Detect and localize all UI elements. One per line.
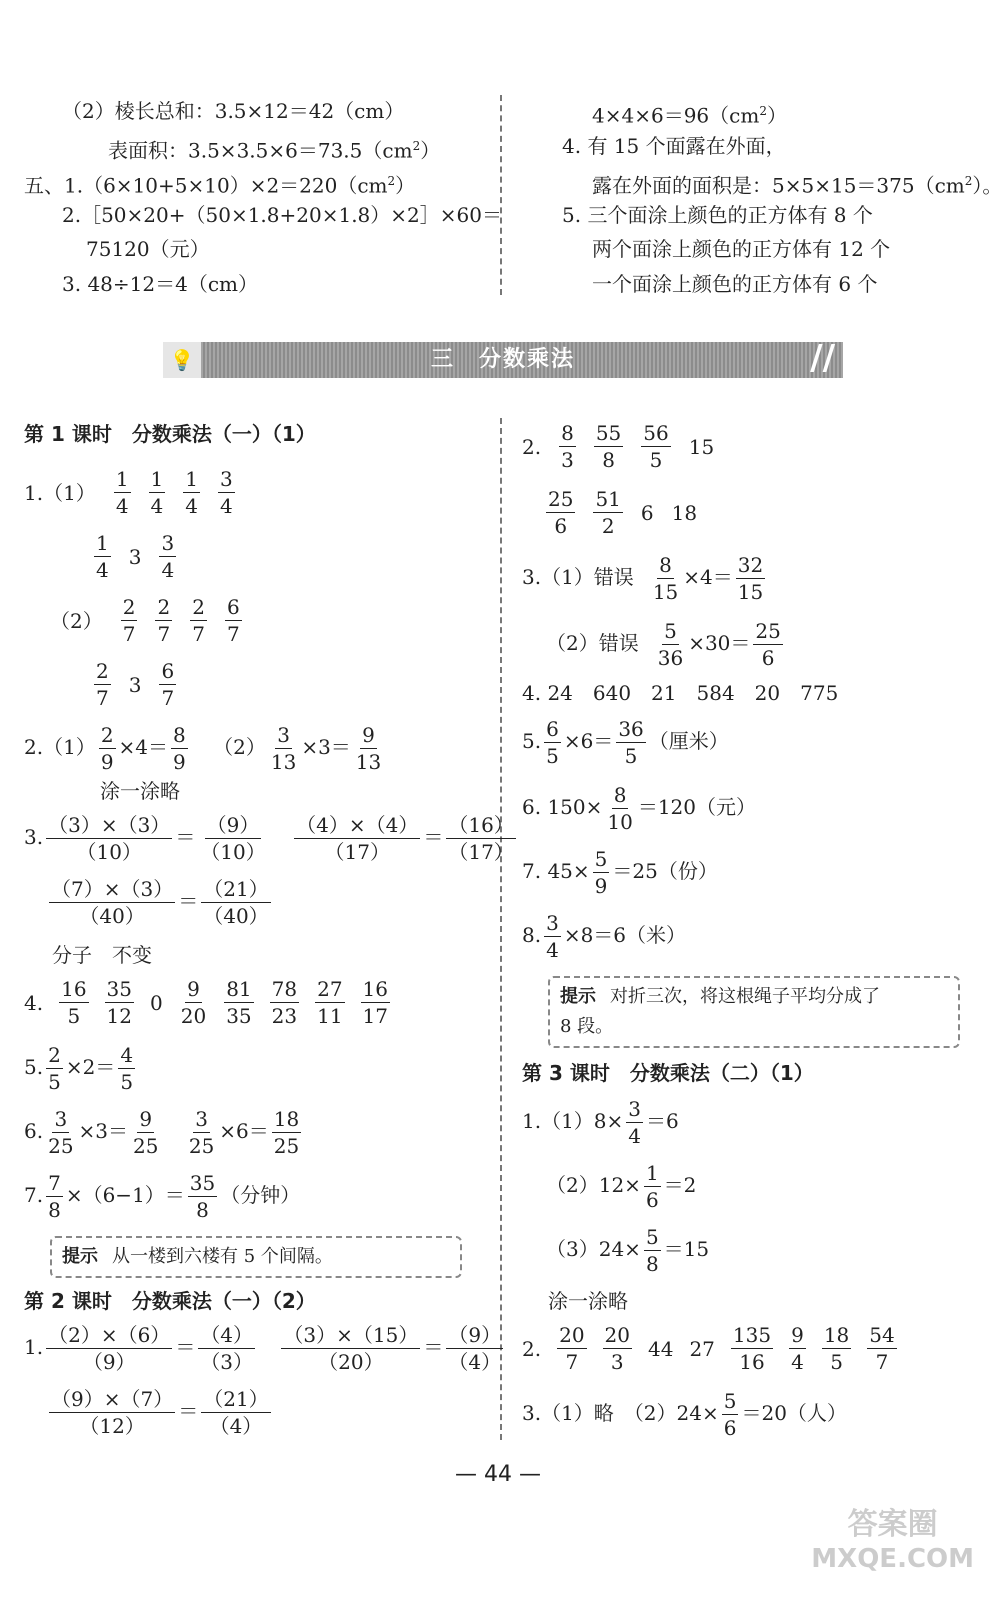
denominator: 13 <box>355 750 382 774</box>
slash-decoration: // <box>810 338 835 378</box>
denominator: （40） <box>79 904 145 928</box>
fraction <box>49 876 175 929</box>
fraction <box>544 716 561 769</box>
numerator: 25 <box>755 619 781 643</box>
denominator: 8 <box>48 1198 61 1222</box>
numerator: 1 <box>150 467 164 491</box>
fraction <box>224 976 253 1029</box>
denominator: （40） <box>203 904 269 928</box>
fraction <box>354 722 383 775</box>
answer-row: 8. $\frac{3}{4}$ ×8＝6（米） <box>522 911 687 962</box>
numerator: 5 <box>723 1389 737 1413</box>
answer-line: 五、$1.(6\times 10+5\times 10)\times 2=220(cm^2)$ <box>24 173 416 198</box>
numerator: 78 <box>271 977 298 1001</box>
fraction <box>361 976 390 1029</box>
denominator: （10） <box>200 840 266 864</box>
fraction <box>736 552 765 605</box>
numerator: 1 <box>645 1161 659 1185</box>
numerator: 16 <box>61 977 87 1001</box>
numerator: 27 <box>317 977 343 1001</box>
denominator: 4 <box>546 938 559 962</box>
fraction <box>179 976 208 1029</box>
answer-row: （2）12× $\frac{1}{6}$ ＝2 <box>546 1161 697 1212</box>
fraction <box>46 1322 172 1375</box>
fraction <box>644 1224 661 1277</box>
numerator: 20 <box>604 1323 630 1347</box>
column-divider <box>500 95 502 295</box>
denominator: 11 <box>317 1004 343 1028</box>
fraction <box>603 1322 632 1375</box>
answer-row: 6. 150× $\frac{8}{10}$ ＝120（元） <box>522 783 757 834</box>
fraction <box>201 876 270 929</box>
numerator: 6 <box>161 659 175 683</box>
denominator: 7 <box>226 622 240 646</box>
numerator: 3 <box>628 1097 642 1121</box>
denominator: 6 <box>645 1188 659 1212</box>
numerator: 6 <box>226 595 240 619</box>
answer-row: 5. $\frac{6}{5}$ ×6＝ $\frac{36}{5}$ （厘米） <box>522 717 729 768</box>
denominator: （9） <box>82 1350 136 1374</box>
answer-line: 涂一涂略 <box>100 779 180 803</box>
denominator: 5 <box>546 744 559 768</box>
denominator: 15 <box>737 580 764 604</box>
numerator: 3 <box>546 911 559 935</box>
denominator: 5 <box>67 1004 81 1028</box>
fraction <box>656 618 685 671</box>
answer-row: $\frac{2}{7}$ 3 $\frac{6}{7}$ <box>96 659 175 710</box>
numerator: 9 <box>139 1107 153 1131</box>
numerator: 25 <box>548 487 574 511</box>
fraction <box>281 1322 420 1375</box>
answer-line: 两个面涂上颜色的正方体有 12 个 <box>592 237 891 261</box>
answer-row: 3. $\frac{(3)\times(3)}{(10)}$ ＝ $\frac{(9)}{(10)}$ $\frac{(4)\times(4)}{(17)}$ ＝ $\frac{(16)}{(17)}$ <box>24 813 514 864</box>
fraction <box>272 1106 301 1159</box>
answer-line: 3. 48÷12＝4（cm） <box>62 272 258 296</box>
numerator: 2 <box>48 1043 61 1067</box>
numerator: （9）×（7） <box>51 1387 174 1411</box>
fraction <box>46 1106 75 1159</box>
answer-row: （2） $\frac{2}{7}$ $\frac{2}{7}$ $\frac{2}{7}$ $\frac{6}{7}$ <box>50 595 240 646</box>
fraction <box>188 1170 217 1223</box>
denominator: 9 <box>100 750 114 774</box>
fraction <box>46 1042 63 1095</box>
denominator: 8 <box>645 1252 659 1276</box>
fraction <box>446 1322 503 1375</box>
numerator: 1 <box>96 531 109 555</box>
numerator: 9 <box>791 1323 804 1347</box>
fraction <box>557 1322 586 1375</box>
fraction <box>99 722 116 775</box>
numerator: 7 <box>48 1171 61 1195</box>
numerator: 16 <box>362 977 388 1001</box>
answer-row: 3.（1）错误 $\frac{8}{15}$ ×4＝ $\frac{32}{15}$ <box>522 553 764 604</box>
fraction <box>118 1042 135 1095</box>
tip-label: 提示 <box>560 986 596 1007</box>
numerator: 8 <box>173 723 186 747</box>
answer-row: 1.（1）8× $\frac{3}{4}$ ＝6 <box>522 1097 679 1148</box>
numerator: 51 <box>595 487 621 511</box>
numerator: 54 <box>869 1323 895 1347</box>
denominator: 6 <box>761 646 775 670</box>
numerator: 1 <box>185 467 199 491</box>
numerator: 3 <box>195 1107 208 1131</box>
denominator: 4 <box>628 1124 642 1148</box>
numerator: 18 <box>823 1323 850 1347</box>
fraction <box>114 466 131 519</box>
answer-row: 2. $\frac{20}{7}$ $\frac{20}{3}$ 44 27 $\frac{135}{16}$ $\frac{9}{4}$ $\frac{18}{5}$ $\frac{54}{7}$ <box>522 1323 895 1374</box>
fraction <box>315 976 344 1029</box>
fraction <box>198 812 267 865</box>
fraction <box>269 722 298 775</box>
denominator: 7 <box>192 622 205 646</box>
numerator: 9 <box>187 977 200 1001</box>
answer-line: 露在外面的面积是：$5\times 5\times 15=375(cm^2)$。 <box>592 173 1002 198</box>
denominator: 25 <box>48 1134 74 1158</box>
tip-box <box>548 976 960 1048</box>
fraction <box>616 716 645 769</box>
fraction <box>867 1322 896 1375</box>
fraction <box>626 1096 643 1149</box>
denominator: 25 <box>273 1134 300 1158</box>
fraction <box>171 722 188 775</box>
fraction <box>183 466 200 519</box>
denominator: 8 <box>196 1198 209 1222</box>
numerator: （3）×（15） <box>283 1323 419 1347</box>
fraction <box>105 976 134 1029</box>
chapter-banner <box>163 338 843 378</box>
answer-row: （2）错误 $\frac{5}{36}$ ×30＝ $\frac{25}{6}$ <box>546 619 781 670</box>
denominator: 5 <box>830 1350 843 1374</box>
fraction <box>731 1322 773 1375</box>
answer-row: $\frac{1}{4}$ 3 $\frac{3}{4}$ <box>96 531 175 582</box>
fraction <box>641 420 670 473</box>
answer-row: 2.（1） $\frac{2}{9}$ ×4＝ $\frac{8}{9}$ （2） $\frac{3}{13}$ ×3＝ $\frac{9}{13}$ <box>24 723 382 774</box>
fraction <box>46 812 172 865</box>
fraction <box>59 976 88 1029</box>
fraction <box>46 1170 63 1223</box>
answer-line: 涂一涂略 <box>548 1289 628 1313</box>
denominator: 2 <box>601 514 615 538</box>
denominator: 7 <box>122 622 136 646</box>
answer-line: 表面积：$3.5\times 3.5\times 6=73.5(cm^2)$ <box>108 138 441 163</box>
column-divider <box>500 418 502 1440</box>
fraction <box>190 594 207 647</box>
answer-line: 2.［50×20+（50×1.8+20×1.8）×2］×60＝ <box>62 203 502 227</box>
fraction <box>187 1106 216 1159</box>
numerator: 6 <box>546 717 559 741</box>
fraction <box>593 846 610 899</box>
answer-line: 75120（元） <box>86 237 210 261</box>
numerator: 35 <box>189 1171 216 1195</box>
numerator: 18 <box>273 1107 300 1131</box>
fraction <box>789 1322 806 1375</box>
denominator: 9 <box>594 874 608 898</box>
numerator: 2 <box>100 723 114 747</box>
denominator: （17） <box>448 840 514 864</box>
fraction <box>594 420 623 473</box>
lesson-heading: 第 2 课时 分数乘法（一）（2） <box>24 1289 316 1313</box>
fraction <box>94 658 111 711</box>
answer-line: 一个面涂上颜色的正方体有 6 个 <box>592 272 878 296</box>
numerator: （7）×（3） <box>51 877 174 901</box>
denominator: 5 <box>649 448 663 472</box>
denominator: 17 <box>362 1004 388 1028</box>
fraction <box>159 658 176 711</box>
numerator: 5 <box>664 619 677 643</box>
fraction <box>131 1106 160 1159</box>
tip-text: 从一楼到六楼有 5 个间隔。 <box>112 1246 333 1267</box>
numerator: （4）×（4） <box>296 813 419 837</box>
denominator: 7 <box>161 686 175 710</box>
fraction <box>149 466 166 519</box>
numerator: 3 <box>220 467 233 491</box>
denominator: （3） <box>200 1350 254 1374</box>
tip-box <box>50 1236 462 1278</box>
denominator: 7 <box>96 686 109 710</box>
numerator: （9） <box>448 1323 502 1347</box>
denominator: 25 <box>133 1134 159 1158</box>
lesson-heading: 第 1 课时 分数乘法（一）（1） <box>24 422 316 446</box>
denominator: 4 <box>185 494 199 518</box>
answer-line: 5. 三个面涂上颜色的正方体有 8 个 <box>562 203 873 227</box>
denominator: 23 <box>271 1004 298 1028</box>
numerator: （16） <box>448 813 514 837</box>
numerator: （21） <box>203 877 269 901</box>
numerator: 5 <box>645 1225 659 1249</box>
answer-row: $\frac{(7)\times(3)}{(40)}$ ＝ $\frac{(21)}{(40)}$ <box>51 877 269 928</box>
denominator: 13 <box>270 750 297 774</box>
numerator: 5 <box>594 847 608 871</box>
numerator: 2 <box>192 595 205 619</box>
denominator: 16 <box>739 1350 765 1374</box>
lesson-heading: 第 3 课时 分数乘法（二）（1） <box>522 1061 814 1085</box>
fraction <box>201 1386 270 1439</box>
numerator: 3 <box>277 723 290 747</box>
fraction <box>544 910 561 963</box>
denominator: 6 <box>723 1416 737 1440</box>
watermark: 答案圈 MXQE.COM <box>811 1507 974 1574</box>
fraction <box>49 1386 175 1439</box>
answer-line: 分子 不变 <box>52 943 152 967</box>
answer-row: （3）24× $\frac{5}{8}$ ＝15 <box>546 1225 710 1276</box>
fraction <box>159 530 176 583</box>
fraction <box>294 812 420 865</box>
denominator: 7 <box>565 1350 579 1374</box>
answer-row: 7. 45× $\frac{5}{9}$ ＝25（份） <box>522 847 718 898</box>
denominator: 6 <box>554 514 568 538</box>
tip-text: 对折三次，将这根绳子平均分成了 <box>610 986 880 1007</box>
answer-row: 6. $\frac{3}{25}$ ×3＝ $\frac{9}{25}$ $\frac{3}{25}$ ×6＝ $\frac{18}{25}$ <box>24 1107 300 1158</box>
denominator: 9 <box>173 750 186 774</box>
denominator: 4 <box>115 494 129 518</box>
fraction <box>559 420 576 473</box>
numerator: 8 <box>561 421 574 445</box>
fraction <box>225 594 242 647</box>
fraction <box>446 812 515 865</box>
denominator: （4） <box>209 1414 263 1438</box>
denominator: 5 <box>624 744 638 768</box>
answer-row: 1. $\frac{(2)\times(6)}{(9)}$ ＝ $\frac{(4)}{(3)}$ $\frac{(3)\times(15)}{(20)}$ ＝ $\frac{(9)}{(4)}$ <box>24 1323 502 1374</box>
answer-line: （2）棱长总和：3.5×12＝42（cm） <box>62 99 405 123</box>
numerator: 8 <box>659 553 672 577</box>
answer-line: 4. 有 15 个面露在外面， <box>562 134 786 158</box>
tip-label: 提示 <box>62 1246 98 1267</box>
denominator: 5 <box>48 1070 61 1094</box>
numerator: 3 <box>161 531 175 555</box>
denominator: 3 <box>610 1350 624 1374</box>
answer-row: $\frac{25}{6}$ $\frac{51}{2}$ 6 18 <box>548 487 698 538</box>
denominator: 36 <box>657 646 684 670</box>
chapter-title: 三 分数乘法 <box>430 347 575 372</box>
numerator: 81 <box>226 977 252 1001</box>
numerator: （4） <box>200 1323 254 1347</box>
fraction <box>546 486 575 539</box>
numerator: 1 <box>115 467 129 491</box>
denominator: 35 <box>226 1004 252 1028</box>
answer-row: 1.（1） $\frac{1}{4}$ $\frac{1}{4}$ $\frac{1}{4}$ $\frac{3}{4}$ <box>24 467 233 518</box>
denominator: 4 <box>150 494 164 518</box>
fraction <box>218 466 235 519</box>
fraction <box>270 976 299 1029</box>
fraction <box>593 486 622 539</box>
numerator: 20 <box>559 1323 585 1347</box>
denominator: （12） <box>79 1414 145 1438</box>
denominator: 8 <box>602 448 615 472</box>
denominator: 4 <box>96 558 109 582</box>
denominator: （4） <box>448 1350 502 1374</box>
numerator: 35 <box>106 977 132 1001</box>
fraction <box>605 782 634 835</box>
numerator: （9） <box>206 813 260 837</box>
numerator: （2）×（6） <box>48 1323 171 1347</box>
numerator: 2 <box>96 659 109 683</box>
fraction <box>198 1322 255 1375</box>
denominator: 4 <box>161 558 175 582</box>
denominator: 25 <box>188 1134 215 1158</box>
answer-row: 5. $\frac{2}{5}$ ×2＝ $\frac{4}{5}$ <box>24 1043 134 1094</box>
numerator: 4 <box>120 1043 134 1067</box>
answer-line: $4\times 4\times 6=96(cm^2)$ <box>592 103 787 128</box>
numerator: 9 <box>362 723 375 747</box>
numerator: （21） <box>203 1387 269 1411</box>
numerator: 3 <box>54 1107 68 1131</box>
denominator: 4 <box>791 1350 804 1374</box>
numerator: 36 <box>618 717 644 741</box>
denominator: （20） <box>318 1350 384 1374</box>
answer-row: 7. $\frac{7}{8}$ ×（6−1）＝ $\frac{35}{8}$ （分钟） <box>24 1171 301 1222</box>
denominator: 20 <box>180 1004 207 1028</box>
fraction <box>651 552 680 605</box>
denominator: 7 <box>157 622 171 646</box>
fraction <box>753 618 782 671</box>
answer-row: $\frac{(9)\times(7)}{(12)}$ ＝ $\frac{(21)}{(4)}$ <box>51 1387 269 1438</box>
denominator: 7 <box>875 1350 889 1374</box>
numerator: 2 <box>122 595 136 619</box>
denominator: 5 <box>120 1070 134 1094</box>
numerator: 56 <box>643 421 669 445</box>
denominator: （17） <box>324 840 390 864</box>
denominator: 3 <box>561 448 574 472</box>
page-number: — 44 — <box>455 1462 541 1487</box>
fraction <box>722 1388 739 1441</box>
fraction <box>644 1160 661 1213</box>
answer-row: 2. $\frac{8}{3}$ $\frac{55}{8}$ $\frac{56}{5}$ 15 <box>522 421 715 472</box>
denominator: 12 <box>106 1004 132 1028</box>
fraction <box>121 594 138 647</box>
answer-row: 4. $\frac{16}{5}$ $\frac{35}{12}$ 0 $\frac{9}{20}$ $\frac{81}{35}$ $\frac{78}{23}$ $\frac{27}{11}$ $\frac{16}{17}$ <box>24 977 388 1028</box>
fraction <box>822 1322 851 1375</box>
tip-text: 8 段。 <box>560 1016 614 1037</box>
numerator: 32 <box>737 553 764 577</box>
numerator: （3）×（3） <box>48 813 171 837</box>
denominator: 15 <box>652 580 679 604</box>
denominator: 10 <box>607 810 633 834</box>
fraction <box>155 594 172 647</box>
numerator: 135 <box>732 1323 772 1347</box>
answer-row: 3.（1）略 （2）24× $\frac{5}{6}$ ＝20（人） <box>522 1389 847 1440</box>
lightbulb-icon: 💡 <box>163 342 201 378</box>
denominator: （10） <box>76 840 142 864</box>
numerator: 55 <box>595 421 622 445</box>
fraction <box>94 530 111 583</box>
denominator: 4 <box>220 494 233 518</box>
numerator: 2 <box>157 595 171 619</box>
numerator: 8 <box>613 783 627 807</box>
answer-line: 4. 24 640 21 584 20 775 <box>522 681 839 705</box>
